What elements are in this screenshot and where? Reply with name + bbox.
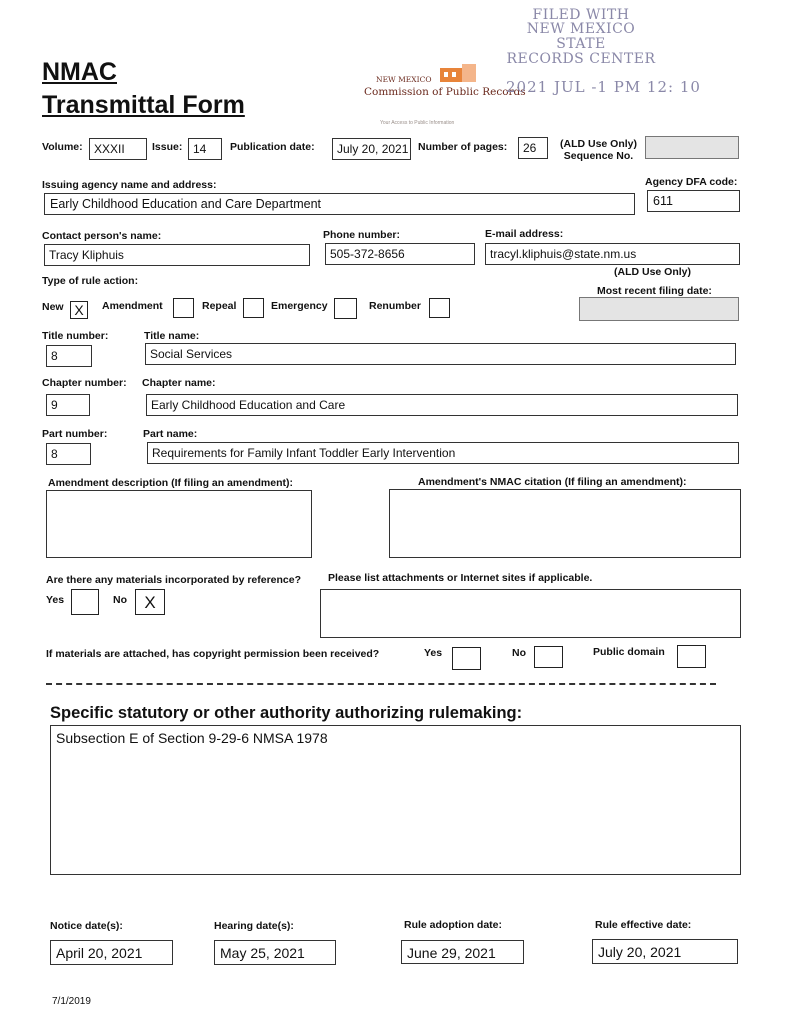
copyright-yes-checkbox[interactable] — [452, 647, 481, 670]
stamp-line1: FILED WITH — [532, 7, 630, 23]
dashed-divider — [46, 683, 716, 685]
ald-use-only: (ALD Use Only) — [560, 138, 638, 150]
most-recent-filing-field — [579, 297, 739, 321]
agency-field[interactable]: Early Childhood Education and Care Department — [44, 193, 635, 215]
amendment-checkbox[interactable] — [173, 298, 194, 318]
chapter-number-field[interactable]: 9 — [46, 394, 90, 416]
title-number-label: Title number: — [42, 330, 109, 342]
most-recent-filing-label: Most recent filing date: — [597, 285, 712, 297]
rule-action-label: Type of rule action: — [42, 275, 139, 287]
part-name-label: Part name: — [143, 428, 198, 440]
chapter-name-label: Chapter name: — [142, 377, 216, 389]
attachments-label: Please list attachments or Internet sites if applicable. — [328, 572, 593, 584]
emergency-label: Emergency — [271, 300, 328, 312]
chapter-name-field[interactable]: Early Childhood Education and Care — [146, 394, 738, 416]
copyright-no-checkbox[interactable] — [534, 646, 563, 668]
materials-no-checkbox[interactable]: X — [135, 589, 165, 615]
part-name-field[interactable]: Requirements for Family Infant Toddler Early Intervention — [147, 442, 739, 464]
materials-yes-checkbox[interactable] — [71, 589, 99, 615]
public-domain-label: Public domain — [593, 646, 665, 658]
logo-name: Commission of Public Records — [364, 86, 526, 98]
stamp-date: 2021 JUL -1 PM 12: 10 — [506, 78, 701, 96]
contact-name-label: Contact person's name: — [42, 230, 162, 242]
form-title-line2: Transmittal Form — [42, 91, 245, 119]
phone-label: Phone number: — [323, 229, 401, 241]
part-number-field[interactable]: 8 — [46, 443, 91, 465]
amendment-citation-label: Amendment's NMAC citation (If filing an amendment): — [418, 476, 687, 488]
contact-name-field[interactable]: Tracy Kliphuis — [44, 244, 310, 266]
title-number-field[interactable]: 8 — [46, 345, 92, 367]
stamp-line3: RECORDS CENTER — [506, 51, 656, 67]
renumber-checkbox[interactable] — [429, 298, 450, 318]
issue-label: Issue: — [152, 141, 183, 153]
emergency-checkbox[interactable] — [334, 298, 357, 319]
public-domain-checkbox[interactable] — [677, 645, 706, 668]
effective-date-field[interactable]: July 20, 2021 — [592, 939, 738, 964]
attachments-field[interactable] — [320, 589, 741, 638]
hearing-date-field[interactable]: May 25, 2021 — [214, 940, 336, 965]
ald-use-only-label: (ALD Use Only) — [614, 266, 692, 278]
copyright-yes-label: Yes — [424, 647, 443, 659]
amendment-description-label: Amendment description (If filing an amendment): — [48, 477, 294, 489]
title-name-field[interactable]: Social Services — [145, 343, 736, 365]
form-title-line1: NMAC — [42, 58, 117, 86]
copyright-no-label: No — [512, 647, 526, 659]
volume-label: Volume: — [42, 141, 83, 153]
chapter-number-label: Chapter number: — [42, 377, 127, 389]
new-checkbox[interactable]: X — [70, 301, 88, 319]
logo-tagline: Your Access to Public Information — [380, 120, 455, 126]
publication-date-field[interactable]: July 20, 2021 — [332, 138, 411, 160]
hearing-date-label: Hearing date(s): — [214, 920, 294, 932]
amendment-description-field[interactable] — [46, 490, 312, 558]
title-name-label: Title name: — [144, 330, 200, 342]
authority-heading: Specific statutory or other authority authorizing rulemaking: — [50, 704, 523, 722]
amendment-citation-field[interactable] — [389, 489, 741, 558]
adoption-date-label: Rule adoption date: — [404, 919, 502, 931]
dfa-code-label: Agency DFA code: — [645, 176, 738, 188]
adoption-date-field[interactable]: June 29, 2021 — [401, 940, 524, 964]
stamp-line2: NEW MEXICO STATE — [526, 21, 636, 52]
logo-state: NEW MEXICO — [376, 75, 432, 84]
notice-date-field[interactable]: April 20, 2021 — [50, 940, 173, 965]
filed-stamp — [506, 8, 656, 67]
sequence-number-field — [645, 136, 739, 159]
sequence-no: Sequence No. — [563, 150, 634, 162]
materials-question: Are there any materials incorporated by reference? — [46, 574, 302, 586]
issue-field[interactable]: 14 — [188, 138, 222, 160]
phone-field[interactable]: 505-372-8656 — [325, 243, 475, 265]
building-logo-icon — [440, 64, 480, 84]
notice-date-label: Notice date(s): — [50, 920, 123, 932]
materials-yes-label: Yes — [46, 594, 65, 606]
dfa-code-field[interactable]: 611 — [647, 190, 740, 212]
pages-field[interactable]: 26 — [518, 137, 548, 159]
materials-no-label: No — [113, 594, 127, 606]
effective-date-label: Rule effective date: — [595, 919, 692, 931]
amendment-label: Amendment — [102, 300, 163, 312]
email-label: E-mail address: — [485, 228, 564, 240]
renumber-label: Renumber — [369, 300, 421, 312]
email-field[interactable]: tracyl.kliphuis@state.nm.us — [485, 243, 740, 265]
agency-label: Issuing agency name and address: — [42, 179, 217, 191]
form-version: 7/1/2019 — [52, 996, 91, 1007]
commission-logo — [362, 62, 526, 126]
repeal-checkbox[interactable] — [243, 298, 264, 318]
repeal-label: Repeal — [202, 300, 237, 312]
publication-date-label: Publication date: — [230, 141, 315, 153]
volume-field[interactable]: XXXII — [89, 138, 147, 160]
part-number-label: Part number: — [42, 428, 108, 440]
authority-field[interactable]: Subsection E of Section 9-29-6 NMSA 1978 — [50, 725, 741, 875]
new-label: New — [42, 301, 64, 313]
pages-label: Number of pages: — [418, 141, 508, 153]
copyright-question: If materials are attached, has copyright permission been received? — [46, 648, 380, 660]
ald-sequence-label — [560, 138, 637, 162]
